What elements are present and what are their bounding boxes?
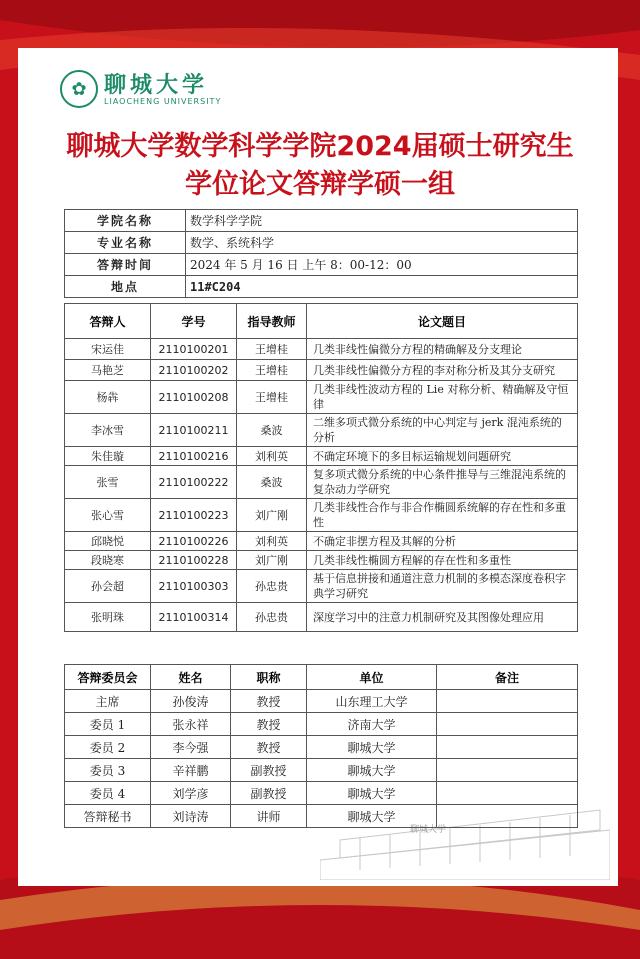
header-student: 答辩人: [65, 304, 151, 339]
thesis-header-row: [65, 304, 578, 339]
thesis-table: [64, 303, 578, 632]
student-id: 2110100228: [151, 551, 237, 570]
advisor-name: 王增桂: [237, 339, 307, 360]
thesis-row: [65, 551, 578, 570]
header-unit: 单位: [307, 665, 437, 690]
advisor-name: 孙忠贵: [237, 603, 307, 632]
member-unit: 聊城大学: [307, 805, 437, 828]
committee-row: [65, 805, 578, 828]
thesis-row: [65, 360, 578, 381]
member-name: 张永祥: [151, 713, 231, 736]
student-name: 张雪: [65, 466, 151, 499]
member-title: 副教授: [231, 759, 307, 782]
member-title: 讲师: [231, 805, 307, 828]
member-name: 刘学彦: [151, 782, 231, 805]
member-title: 教授: [231, 736, 307, 759]
advisor-name: 孙忠贵: [237, 570, 307, 603]
student-name: 朱佳璇: [65, 447, 151, 466]
advisor-name: 王增桂: [237, 381, 307, 414]
thesis-topic: 不确定非摆方程及其解的分析: [307, 532, 578, 551]
committee-row: [65, 736, 578, 759]
info-row: [65, 210, 578, 232]
thesis-topic: 二维多项式微分系统的中心判定与 jerk 混沌系统的分析: [307, 414, 578, 447]
thesis-row: [65, 570, 578, 603]
student-name: 孙会超: [65, 570, 151, 603]
header-note: 备注: [437, 665, 578, 690]
advisor-name: 桑波: [237, 466, 307, 499]
university-logo: [60, 70, 221, 108]
header-student-id: 学号: [151, 304, 237, 339]
member-note: [437, 759, 578, 782]
member-note: [437, 690, 578, 713]
committee-row: [65, 690, 578, 713]
thesis-topic: 几类非线性偏微分方程的李对称分析及其分支研究: [307, 360, 578, 381]
student-id: 2110100202: [151, 360, 237, 381]
info-key: 专业名称: [65, 232, 186, 254]
thesis-topic: 基于信息拼接和通道注意力机制的多模态深度卷积字典学习研究: [307, 570, 578, 603]
info-row: [65, 232, 578, 254]
info-row: [65, 276, 578, 298]
committee-row: [65, 782, 578, 805]
page-title-line1: 聊城大学数学科学学院2024届硕士研究生: [66, 131, 574, 162]
advisor-name: 王增桂: [237, 360, 307, 381]
logo-english-name: LIAOCHENG UNIVERSITY: [104, 96, 222, 106]
member-name: 刘诗涛: [151, 805, 231, 828]
student-name: 张明珠: [65, 603, 151, 632]
info-value: 数学、系统科学: [186, 232, 578, 254]
student-id: 2110100208: [151, 381, 237, 414]
student-name: 邱晓悦: [65, 532, 151, 551]
advisor-name: 刘利英: [237, 447, 307, 466]
thesis-topic: 几类非线性偏微分方程的精确解及分支理论: [307, 339, 578, 360]
member-title: 教授: [231, 690, 307, 713]
member-role: 主席: [65, 690, 151, 713]
logo-chinese-name: 聊城大学: [104, 71, 209, 98]
header-topic: 论文题目: [307, 304, 578, 339]
thesis-row: [65, 466, 578, 499]
member-unit: 济南大学: [307, 713, 437, 736]
thesis-row: [65, 603, 578, 632]
student-id: 2110100222: [151, 466, 237, 499]
member-note: [437, 713, 578, 736]
thesis-row: [65, 414, 578, 447]
info-row: [65, 254, 578, 276]
thesis-topic: 几类非线性椭圆方程解的存在性和多重性: [307, 551, 578, 570]
student-name: 张心雪: [65, 499, 151, 532]
member-unit: 聊城大学: [307, 736, 437, 759]
page-title-line2: 学位论文答辩学硕一组: [185, 169, 455, 200]
student-id: 2110100303: [151, 570, 237, 603]
student-id: 2110100211: [151, 414, 237, 447]
member-note: [437, 805, 578, 828]
info-key: 答辩时间: [65, 254, 186, 276]
advisor-name: 刘广刚: [237, 499, 307, 532]
thesis-row: [65, 499, 578, 532]
thesis-row: [65, 381, 578, 414]
thesis-topic: 深度学习中的注意力机制研究及其图像处理应用: [307, 603, 578, 632]
committee-table: [64, 664, 578, 828]
building-sign: 聊城大学: [410, 825, 447, 835]
committee-row: [65, 759, 578, 782]
member-name: 辛祥鹏: [151, 759, 231, 782]
logo-emblem-icon: ✿: [60, 70, 98, 108]
thesis-row: [65, 532, 578, 551]
header-name: 姓名: [151, 665, 231, 690]
info-key: 学院名称: [65, 210, 186, 232]
student-id: 2110100314: [151, 603, 237, 632]
member-unit: 聊城大学: [307, 782, 437, 805]
header-role: 答辩委员会: [65, 665, 151, 690]
advisor-name: 桑波: [237, 414, 307, 447]
thesis-topic: 不确定环境下的多目标运输规划问题研究: [307, 447, 578, 466]
member-name: 孙俊涛: [151, 690, 231, 713]
committee-header-row: [65, 665, 578, 690]
student-id: 2110100226: [151, 532, 237, 551]
header-title: 职称: [231, 665, 307, 690]
student-id: 2110100201: [151, 339, 237, 360]
info-value: 数学科学学院: [186, 210, 578, 232]
member-role: 答辩秘书: [65, 805, 151, 828]
student-id: 2110100223: [151, 499, 237, 532]
member-role: 委员 4: [65, 782, 151, 805]
info-key: 地点: [65, 276, 186, 298]
info-value: 2024 年 5 月 16 日 上午 8：00-12：00: [186, 254, 578, 276]
thesis-topic: 几类非线性合作与非合作椭圆系统解的存在性和多重性: [307, 499, 578, 532]
member-unit: 聊城大学: [307, 759, 437, 782]
member-title: 副教授: [231, 782, 307, 805]
committee-row: [65, 713, 578, 736]
member-note: [437, 782, 578, 805]
thesis-row: [65, 339, 578, 360]
member-role: 委员 1: [65, 713, 151, 736]
student-name: 段晓寒: [65, 551, 151, 570]
member-name: 李今强: [151, 736, 231, 759]
advisor-name: 刘广刚: [237, 551, 307, 570]
student-name: 李冰雪: [65, 414, 151, 447]
thesis-row: [65, 447, 578, 466]
advisor-name: 刘利英: [237, 532, 307, 551]
student-name: 宋运佳: [65, 339, 151, 360]
info-table: [64, 209, 578, 298]
info-value: 11#C204: [186, 276, 578, 298]
header-advisor: 指导教师: [237, 304, 307, 339]
student-id: 2110100216: [151, 447, 237, 466]
member-note: [437, 736, 578, 759]
thesis-topic: 复多项式微分系统的中心条件推导与三维混沌系统的复杂动力学研究: [307, 466, 578, 499]
thesis-topic: 几类非线性波动方程的 Lie 对称分析、精确解及守恒律: [307, 381, 578, 414]
member-role: 委员 2: [65, 736, 151, 759]
student-name: 马艳芝: [65, 360, 151, 381]
student-name: 杨犇: [65, 381, 151, 414]
member-title: 教授: [231, 713, 307, 736]
member-unit: 山东理工大学: [307, 690, 437, 713]
member-role: 委员 3: [65, 759, 151, 782]
